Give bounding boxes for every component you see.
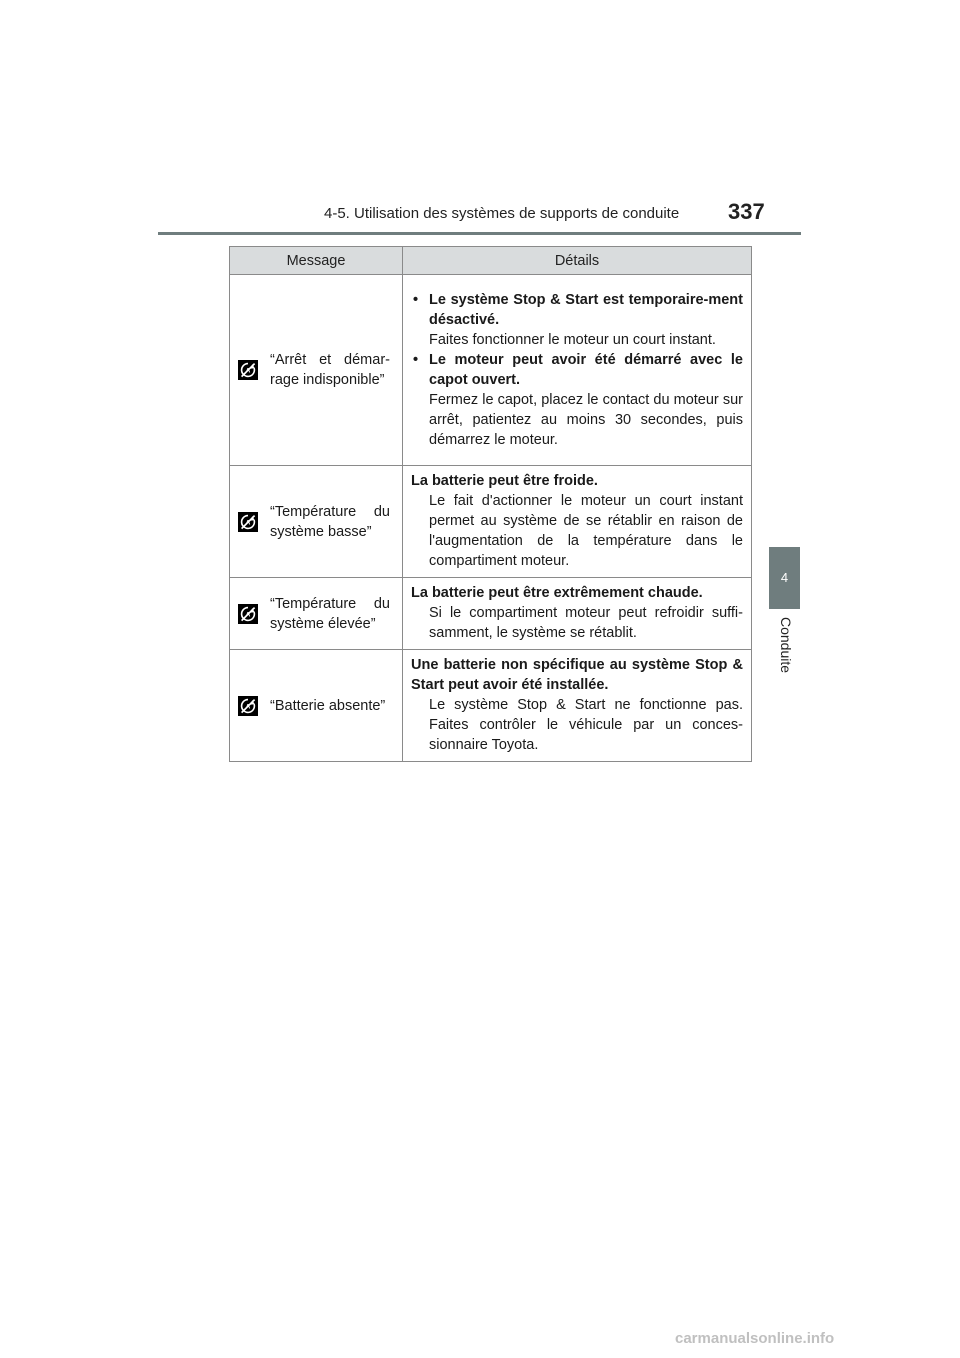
chapter-label: Conduite bbox=[778, 616, 794, 674]
message-cell bbox=[230, 275, 403, 466]
detail-heading: Le système Stop & Start est temporaire-ment désactivé. bbox=[429, 291, 743, 328]
detail-bullet bbox=[411, 290, 743, 350]
detail-heading: La batterie peut être froide. bbox=[411, 473, 598, 489]
detail-heading: Une batterie non spécifique au système Stop & Start peut avoir été installée. bbox=[411, 657, 743, 693]
section-title: 4-5. Utilisation des systèmes de supports de conduite bbox=[324, 205, 680, 222]
detail-body: Faites fonctionner le moteur un court instant. bbox=[429, 331, 716, 348]
details-cell bbox=[403, 275, 752, 466]
column-header-message: Message bbox=[230, 247, 403, 275]
stop-start-warning-icon bbox=[238, 696, 258, 716]
stop-start-warning-icon bbox=[238, 604, 258, 624]
watermark: carmanualsonline.info bbox=[675, 1330, 835, 1347]
column-header-details: Détails bbox=[403, 247, 752, 275]
detail-bullet bbox=[411, 350, 743, 450]
detail-body: Le fait d'actionner le moteur un court instant permet au système de se rétablir en raison de l'augmentation de la température dans le compartiment moteur. bbox=[429, 493, 743, 569]
stop-start-warning-icon bbox=[238, 512, 258, 532]
detail-body: Le système Stop & Start ne fonctionne pas. Faites contrôler le véhicule par un conces-sionnaire Toyota. bbox=[429, 697, 743, 753]
detail-body: Fermez le capot, placez le contact du moteur sur arrêt, patientez au moins 30 secondes, puis démarrez le moteur. bbox=[429, 391, 743, 448]
table-row bbox=[230, 578, 752, 650]
message-text: “Température du système basse” bbox=[270, 503, 390, 540]
message-cell bbox=[230, 466, 403, 578]
message-cell bbox=[230, 578, 403, 650]
table-row bbox=[230, 466, 752, 578]
page-number: 337 bbox=[728, 199, 765, 224]
table-header-row bbox=[230, 247, 752, 275]
message-text: “Arrêt et démar-rage indisponible” bbox=[270, 352, 390, 388]
message-table bbox=[229, 246, 752, 762]
bullet-mark: • bbox=[413, 351, 419, 368]
details-cell bbox=[403, 466, 752, 578]
message-cell bbox=[230, 650, 403, 762]
bullet-mark: • bbox=[413, 291, 419, 308]
message-text: “Température du système élevée” bbox=[270, 595, 390, 632]
details-cell bbox=[403, 578, 752, 650]
details-cell bbox=[403, 650, 752, 762]
header-divider bbox=[158, 232, 801, 235]
detail-body: Si le compartiment moteur peut refroidir suffi-samment, le système se rétablit. bbox=[429, 605, 743, 641]
stop-start-warning-icon bbox=[238, 360, 258, 380]
chapter-tab[interactable]: 4 bbox=[769, 547, 800, 609]
detail-heading: La batterie peut être extrêmement chaude. bbox=[411, 585, 703, 601]
table-row bbox=[230, 275, 752, 466]
detail-heading: Le moteur peut avoir été démarré avec le capot ouvert. bbox=[429, 351, 743, 388]
message-text: “Batterie absente” bbox=[270, 697, 386, 714]
table-row bbox=[230, 650, 752, 762]
